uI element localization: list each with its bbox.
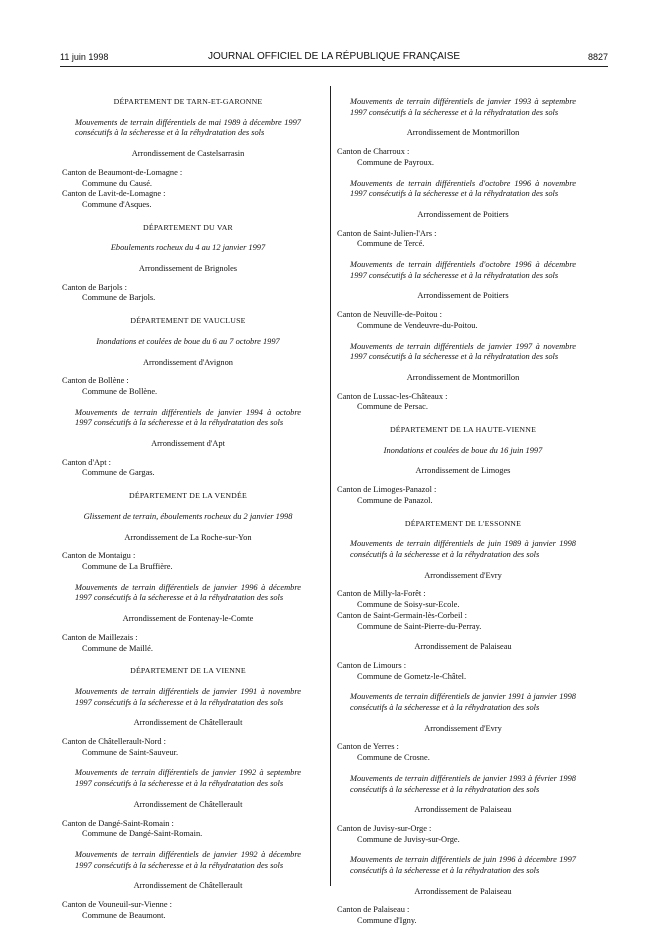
canton-line: Canton de Palaiseau : xyxy=(337,905,410,915)
arrondissement-heading: Arrondissement d'Evry xyxy=(424,723,502,733)
header-title: JOURNAL OFFICIEL DE LA RÉPUBLIQUE FRANÇAISE xyxy=(207,51,461,62)
arrondissement-heading: Arrondissement de Châtellerault xyxy=(133,718,243,728)
event-description: Mouvements de terrain différentiels de mai 1989 à décembre 1997 consécutifs à la sécheresse et à la réhydratation des sols xyxy=(75,117,301,138)
commune-line: Commune de Dangé-Saint-Romain. xyxy=(82,829,203,839)
commune-line: Commune de La Bruffière. xyxy=(82,561,173,571)
arrondissement-heading: Arrondissement de Fontenay-le-Comte xyxy=(122,614,254,624)
event-description: Mouvements de terrain différentiels de janvier 1991 à novembre 1997 consécutifs à la sécheresse et à la réhydratation des sols xyxy=(75,686,301,707)
department-heading: DÉPARTEMENT DE LA VENDÉE xyxy=(129,491,247,501)
commune-line: Commune de Panazol. xyxy=(357,495,433,505)
commune-line: Commune de Saint-Pierre-du-Perray. xyxy=(357,621,482,631)
department-heading: DÉPARTEMENT DE L'ESSONNE xyxy=(404,518,522,528)
event-description: Mouvements de terrain différentiels d'octobre 1996 à décembre 1997 consécutifs à la sécheresse et à la réhydratation des sols xyxy=(350,260,576,280)
canton-line: Canton de Beaumont-de-Lomagne : xyxy=(62,167,183,177)
arrondissement-heading: Arrondissement de Montmorillon xyxy=(406,372,520,382)
page-header xyxy=(60,50,608,64)
canton-line: Canton de Yerres : xyxy=(337,742,399,752)
event-description: Mouvements de terrain différentiels de janvier 1993 à septembre 1997 consécutifs à la sécheresse et à la réhydratation des sols xyxy=(350,97,576,117)
department-heading: DÉPARTEMENT DE LA HAUTE-VIENNE xyxy=(389,425,537,435)
canton-line: Canton de Saint-Germain-lès-Corbeil : xyxy=(337,610,468,620)
arrondissement-heading: Arrondissement de Palaiseau xyxy=(414,805,512,815)
canton-line: Canton de Bollène : xyxy=(62,376,129,386)
arrondissement-heading: Arrondissement de Montmorillon xyxy=(406,128,520,138)
event-description: Mouvements de terrain différentiels de janvier 1992 à septembre 1997 consécutifs à la sécheresse et à la réhydratation des sols xyxy=(75,768,301,789)
event-description: Mouvements de terrain différentiels de janvier 1991 à janvier 1998 consécutifs à la sécheresse et à la réhydratation des sols xyxy=(350,692,576,713)
canton-line: Canton de Juvisy-sur-Orge : xyxy=(337,823,432,833)
event-description: Mouvements de terrain différentiels de janvier 1997 à novembre 1997 consécutifs à la sécheresse et à la réhydratation des sols xyxy=(350,341,576,362)
event-description: Glissement de terrain, éboulements rocheux du 2 janvier 1998 xyxy=(83,511,293,521)
department-heading: DÉPARTEMENT DU VAR xyxy=(143,222,233,232)
arrondissement-heading: Arrondissement de Châtellerault xyxy=(133,799,243,809)
right-column xyxy=(337,97,589,927)
arrondissement-heading: Arrondissement d'Avignon xyxy=(143,357,233,367)
canton-line: Canton de Barjols : xyxy=(62,282,127,292)
canton-line: Canton de Montaigu : xyxy=(62,551,136,561)
event-description: Mouvements de terrain différentiels de juin 1996 à décembre 1997 consécutifs à la sécheresse et à la réhydratation des sols xyxy=(350,855,576,876)
arrondissement-heading: Arrondissement de Poitiers xyxy=(417,291,509,301)
event-description: Mouvements de terrain différentiels d'octobre 1996 à novembre 1997 consécutifs à la sécheresse et à la réhydratation des sols xyxy=(350,178,576,199)
canton-line: Canton de Vouneuil-sur-Vienne : xyxy=(62,900,172,910)
arrondissement-heading: Arrondissement de Poitiers xyxy=(417,209,509,219)
canton-line: Canton de Lavit-de-Lomagne : xyxy=(62,189,166,199)
event-description: Mouvements de terrain différentiels de janvier 1994 à octobre 1997 consécutifs à la sécheresse et à la réhydratation des sols xyxy=(75,407,301,428)
event-description: Mouvements de terrain différentiels de janvier 1996 à décembre 1997 consécutifs à la sécheresse et à la réhydratation des sols xyxy=(75,582,301,603)
event-description: Eboulements rocheux du 4 au 12 janvier 1997 xyxy=(110,243,266,253)
department-heading: DÉPARTEMENT DE LA VIENNE xyxy=(130,666,246,676)
canton-line: Canton de Maillezais : xyxy=(62,632,138,642)
commune-line: Commune de Gargas. xyxy=(82,468,155,478)
column-divider xyxy=(330,86,331,886)
header-rule xyxy=(60,66,608,67)
commune-line: Commune de Bollène. xyxy=(82,386,158,396)
commune-line: Commune de Persac. xyxy=(357,402,428,412)
arrondissement-heading: Arrondissement d'Apt xyxy=(151,439,225,449)
arrondissement-heading: Arrondissement de Palaiseau xyxy=(414,886,512,896)
department-heading: DÉPARTEMENT DE TARN-ET-GARONNE xyxy=(113,97,263,106)
commune-line: Commune de Payroux. xyxy=(357,157,434,167)
canton-line: Canton de Châtellerault-Nord : xyxy=(62,737,166,747)
commune-line: Commune du Causé. xyxy=(82,178,153,188)
canton-line: Canton de Neuville-de-Poitou : xyxy=(337,310,442,320)
arrondissement-heading: Arrondissement de Brignoles xyxy=(138,264,238,274)
department-heading: DÉPARTEMENT DE VAUCLUSE xyxy=(130,316,246,326)
commune-line: Commune d'Asques. xyxy=(82,199,152,209)
arrondissement-heading: Arrondissement de Castelsarrasin xyxy=(131,149,245,159)
header-date: 11 juin 1998 xyxy=(60,52,109,62)
canton-line: Canton de Saint-Julien-l'Ars : xyxy=(337,228,437,238)
event-description: Inondations et coulées de boue du 16 juin 1997 xyxy=(383,445,543,455)
event-description: Mouvements de terrain différentiels de janvier 1993 à février 1998 consécutifs à la sécheresse et à la réhydratation des sols xyxy=(350,773,576,794)
arrondissement-heading: Arrondissement de Limoges xyxy=(415,466,511,476)
commune-line: Commune de Barjols. xyxy=(82,293,156,303)
canton-line: Canton de Lussac-les-Châteaux : xyxy=(337,391,448,401)
header-page-number: 8827 xyxy=(587,52,608,62)
canton-line: Canton de Milly-la-Forêt : xyxy=(337,589,426,599)
commune-line: Commune de Beaumont. xyxy=(82,910,166,920)
arrondissement-heading: Arrondissement de La Roche-sur-Yon xyxy=(124,532,252,542)
commune-line: Commune de Tercé. xyxy=(357,239,425,249)
commune-line: Commune de Crosne. xyxy=(357,753,430,763)
commune-line: Commune de Soisy-sur-Ecole. xyxy=(357,600,460,610)
arrondissement-heading: Arrondissement de Châtellerault xyxy=(133,881,243,891)
canton-line: Canton d'Apt : xyxy=(62,457,111,467)
arrondissement-heading: Arrondissement de Palaiseau xyxy=(414,642,512,652)
event-description: Mouvements de terrain différentiels de juin 1989 à janvier 1998 consécutifs à la sécheresse et à la réhydratation des sols xyxy=(350,539,576,559)
commune-line: Commune d'Igny. xyxy=(357,916,417,926)
canton-line: Canton de Limoges-Panazol : xyxy=(337,485,437,495)
commune-line: Commune de Saint-Sauveur. xyxy=(82,747,179,757)
commune-line: Commune de Vendeuvre-du-Poitou. xyxy=(357,320,478,330)
commune-line: Commune de Maillé. xyxy=(82,643,153,653)
event-description: Mouvements de terrain différentiels de janvier 1992 à décembre 1997 consécutifs à la sécheresse et à la réhydratation des sols xyxy=(75,849,301,870)
canton-line: Canton de Limours : xyxy=(337,660,407,670)
canton-line: Canton de Charroux : xyxy=(337,147,410,157)
arrondissement-heading: Arrondissement d'Evry xyxy=(424,570,502,580)
event-description: Inondations et coulées de boue du 6 au 7 octobre 1997 xyxy=(96,336,280,346)
canton-line: Canton de Dangé-Saint-Romain : xyxy=(62,818,174,828)
commune-line: Commune de Juvisy-sur-Orge. xyxy=(357,834,460,844)
left-column xyxy=(62,97,314,921)
commune-line: Commune de Gometz-le-Châtel. xyxy=(357,671,467,681)
